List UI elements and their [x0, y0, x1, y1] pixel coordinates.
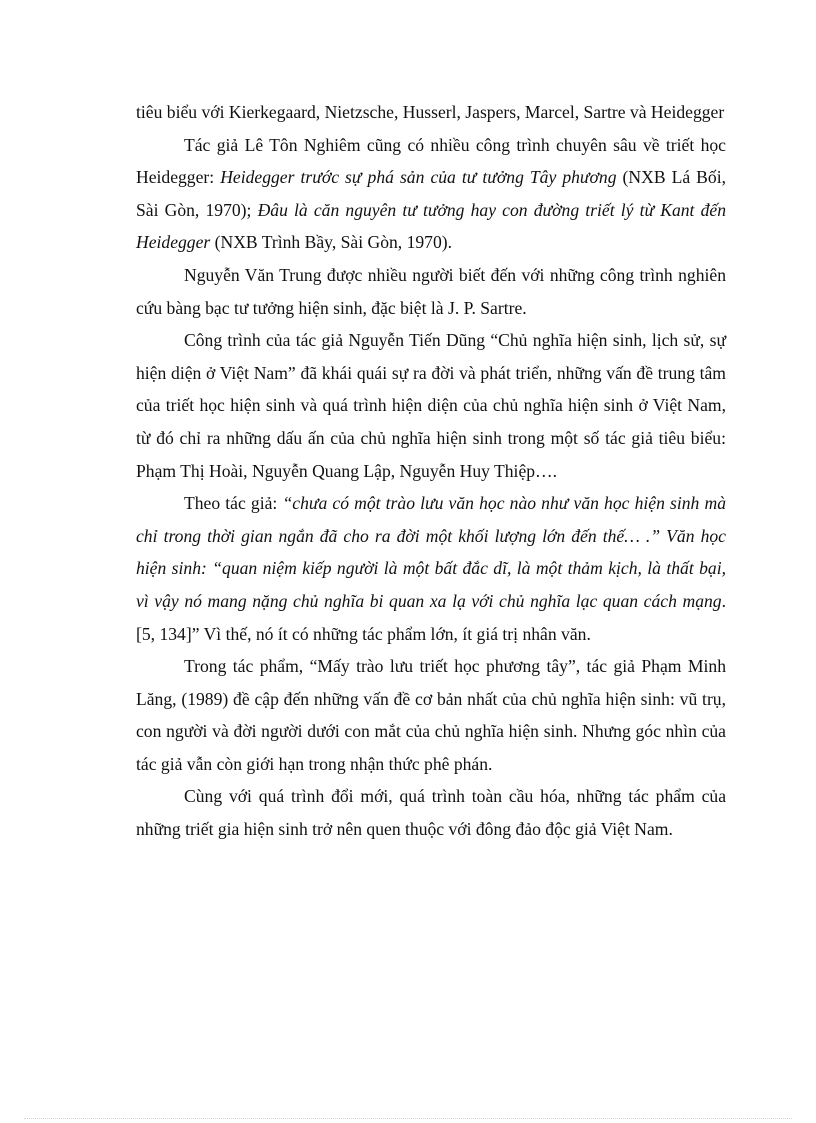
paragraph-5-text-a: Theo tác giả:	[184, 493, 283, 514]
paragraph-6: Trong tác phẩm, “Mấy trào lưu triết học phương tây”, tác giả Phạm Minh Lăng, (1989) đề cập đến những vấn đề cơ bản nhất của chủ nghĩa hiện sinh: vũ trụ, con người và đời người dưới con mắt của chủ nghĩa hiện sinh. Nhưng góc nhìn của tác giả vẫn còn giới hạn trong nhận thức phê phán.	[136, 656, 726, 774]
paragraph-5-text-c: . [5, 134]” Vì thế, nó ít có những tác phẩm lớn, ít giá trị nhân văn.	[136, 590, 726, 644]
paragraph-2-text-a: Tác giả Lê Tôn Nghiêm cũng có nhiều công trình chuyên sâu về triết học Heidegger:	[136, 134, 726, 188]
paragraph-3: Nguyễn Văn Trung được nhiều người biết đến với những công trình nghiên cứu bàng bạc tư tưởng hiện sinh, đặc biệt là J. P. Sartre.	[136, 264, 726, 318]
paragraph-5	[136, 487, 726, 650]
paragraph-2-text-e: (NXB Trình Bầy, Sài Gòn, 1970).	[210, 232, 453, 253]
quotation: “chưa có một trào lưu văn học nào như văn học hiện sinh mà chỉ trong thời gian ngắn đã cho ra đời một khối lượng lớn đến thế… .” Văn học hiện sinh: “quan niệm kiếp người là một bất đắc dĩ, là một thảm kịch, là thất bại, vì vậy nó mang nặng chủ nghĩa bi quan xa lạ với chủ nghĩa lạc quan cách mạng	[136, 493, 726, 611]
body-text	[136, 96, 726, 846]
paragraph-1: tiêu biểu với Kierkegaard, Nietzsche, Husserl, Jaspers, Marcel, Sartre và Heidegger	[136, 102, 725, 122]
paragraph-2	[136, 129, 726, 259]
book-title-2: Đâu là căn nguyên tư tưởng hay con đường triết lý từ Kant đến Heidegger	[136, 199, 726, 253]
book-title-1: Heidegger trước sự phá sản của tư tưởng Tây phương	[220, 167, 617, 188]
page-bottom-divider	[24, 1118, 792, 1119]
paragraph-7: Cùng với quá trình đổi mới, quá trình toàn cầu hóa, những tác phẩm của những triết gia hiện sinh trở nên quen thuộc với đông đảo độc giả Việt Nam.	[136, 786, 726, 840]
paragraph-4: Công trình của tác giả Nguyễn Tiến Dũng “Chủ nghĩa hiện sinh, lịch sử, sự hiện diện ở Việt Nam” đã khái quái sự ra đời và phát triển, những vấn đề trung tâm của triết học hiện sinh và quá trình hiện diện của chủ nghĩa hiện sinh ở Việt Nam, từ đó chỉ ra những dấu ấn của chủ nghĩa hiện sinh trong một số tác giả tiêu biểu: Phạm Thị Hoài, Nguyễn Quang Lập, Nguyễn Huy Thiệp….	[136, 330, 726, 481]
paragraph-2-text-c: (NXB Lá Bối, Sài Gòn, 1970);	[136, 167, 727, 220]
